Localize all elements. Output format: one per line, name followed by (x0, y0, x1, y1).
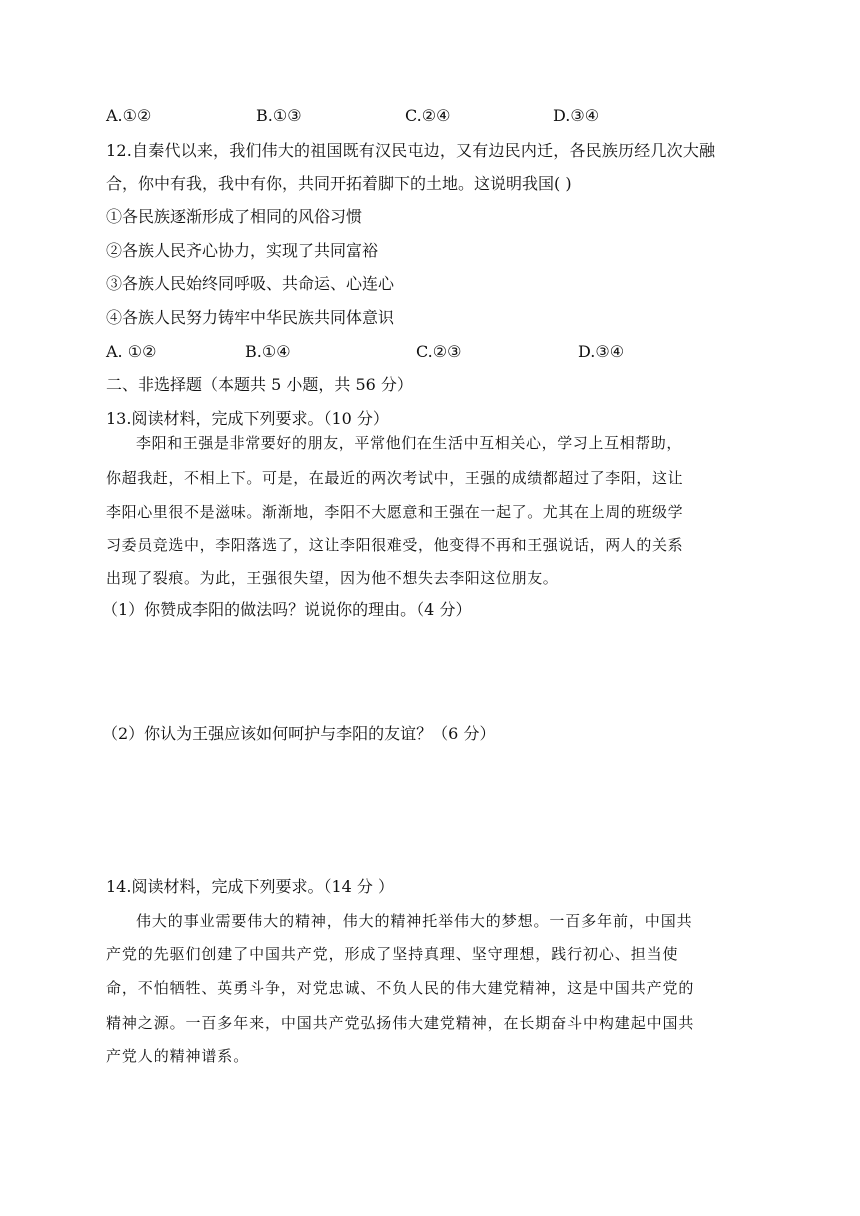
q13-material-line4: 习委员竞选中，李阳落选了，这让李阳很难受，他变得不再和王强说话，两人的关系 (106, 536, 684, 554)
q13-material-line3: 李阳心里很不是滋味。渐渐地，李阳不大愿意和王强在一起了。尤其在上周的班级学 (106, 503, 684, 521)
q13-subquestion-2: （2）你认为王强应该如何呵护与李阳的友谊？（6 分） (102, 724, 496, 743)
q11-option-a: A.①② (106, 106, 152, 125)
q11-option-d: D.③④ (553, 106, 600, 125)
q14-material-line5: 产党人的精神谱系。 (106, 1047, 250, 1065)
q12-option-c: C.②③ (416, 342, 462, 361)
q12-stem-line1: 12.自秦代以来，我们伟大的祖国既有汉民屯边，又有边民内迁，各民族历经几次大融 (106, 141, 716, 160)
q13-subquestion-1: （1）你赞成李阳的做法吗？说说你的理由。（4 分） (102, 600, 472, 619)
q12-option-d: D.③④ (578, 342, 625, 361)
q12-option-b: B.①④ (245, 342, 291, 361)
q13-stem: 13.阅读材料，完成下列要求。（10 分） (106, 409, 389, 428)
q14-material-line2: 产党的先驱们创建了中国共产党，形成了坚持真理、坚守理想，践行初心、担当使 (106, 945, 679, 963)
q14-material-line4: 精神之源。一百多年来，中国共产党弘扬伟大建党精神，在长期奋斗中构建起中国共 (106, 1014, 695, 1032)
q12-item-1: ①各民族逐渐形成了相同的风俗习惯 (106, 207, 363, 226)
q13-material-line2: 你超我赶，不相上下。可是，在最近的两次考试中，王强的成绩都超过了李阳，这让 (106, 469, 684, 487)
section-heading: 二、非选择题（本题共 5 小题，共 56 分） (106, 375, 413, 394)
q11-option-c: C.②④ (405, 106, 451, 125)
q14-material-line1: 伟大的事业需要伟大的精神，伟大的精神托举伟大的梦想。一百多年前，中国共 (136, 912, 693, 930)
q12-item-4: ④各族人民努力铸牢中华民族共同体意识 (106, 308, 395, 327)
q12-option-a: A. ①② (106, 342, 157, 361)
q14-stem: 14.阅读材料，完成下列要求。（14 分 ） (106, 877, 394, 896)
q12-stem-line2: 合，你中有我，我中有你，共同开拓着脚下的土地。这说明我国( ) (106, 174, 572, 193)
q12-item-3: ③各族人民始终同呼吸、共命运、心连心 (106, 274, 395, 293)
q11-option-b: B.①③ (256, 106, 302, 125)
q14-material-line3: 命，不怕牺牲、英勇斗争，对党忠诚、不负人民的伟大建党精神，这是中国共产党的 (106, 979, 695, 997)
q12-item-2: ②各族人民齐心协力，实现了共同富裕 (106, 241, 379, 260)
q13-material-line1: 李阳和王强是非常要好的朋友，平常他们在生活中互相关心，学习上互相帮助， (136, 434, 683, 452)
q13-material-line5: 出现了裂痕。为此，王强很失望，因为他不想失去李阳这位朋友。 (106, 569, 559, 587)
